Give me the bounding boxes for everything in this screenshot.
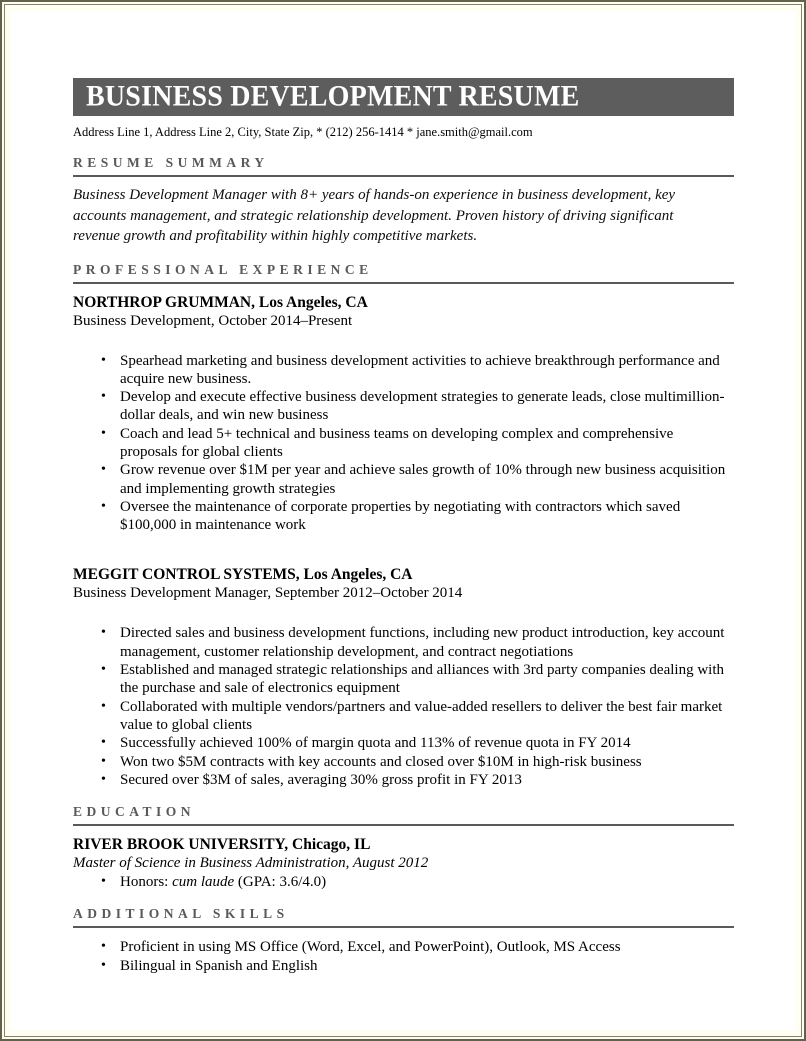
- job-bullet-list: [73, 352, 734, 535]
- section-heading-skills: ADDITIONAL SKILLS: [73, 906, 734, 928]
- job-entry-meggit: [73, 565, 734, 789]
- job-bullet: • Won two $5M contracts with key accounts and closed over $10M in high-risk business: [73, 753, 734, 771]
- job-bullet: • Secured over $3M of sales, averaging 30% gross profit in FY 2013: [73, 771, 734, 789]
- school-name: RIVER BROOK UNIVERSITY, Chicago, IL: [73, 836, 371, 854]
- skill-bullet: • Proficient in using MS Office (Word, Excel, and PowerPoint), Outlook, MS Access: [73, 938, 734, 956]
- summary-text: Business Development Manager with 8+ years of hands-on experience in business development, key accounts management, and strategic relationship development. Proven history of driving significant revenue growth and profitability within highly competitive markets.: [73, 187, 676, 244]
- job-bullet: • Spearhead marketing and business development activities to achieve breakthrough performance and acquire new business.: [73, 352, 734, 389]
- honors-latin: cum laude: [172, 874, 235, 891]
- section-heading-education: EDUCATION: [73, 804, 734, 826]
- job-bullet: • Directed sales and business development functions, including new product introduction, key account management, customer relationship development, and contract negotiations: [73, 624, 734, 661]
- role-dates: Business Development Manager, September 2012–October 2014: [73, 585, 463, 602]
- job-bullet: • Collaborated with multiple vendors/partners and value-added resellers to deliver the best fair market value to global clients: [73, 698, 734, 735]
- job-bullet: • Established and managed strategic relationships and alliances with 3rd party companies dealing with the purchase and sale of electronics equipment: [73, 661, 734, 698]
- document-inner-frame: [4, 4, 802, 1037]
- education-entry: [73, 835, 734, 891]
- contact-line: Address Line 1, Address Line 2, City, State Zip, * (212) 256-1414 * jane.smith@gmail.com: [73, 125, 533, 139]
- honors-prefix: Honors:: [120, 874, 173, 891]
- section-heading-experience: PROFESSIONAL EXPERIENCE: [73, 262, 734, 284]
- job-bullet: • Coach and lead 5+ technical and business teams on developing complex and comprehensive proposals for global clients: [73, 425, 734, 462]
- job-entry-northrop: [73, 293, 734, 535]
- employer-name: NORTHROP GRUMMAN, Los Angeles, CA: [73, 293, 368, 311]
- spacer: [73, 534, 734, 556]
- role-dates: Business Development, October 2014–Present: [73, 312, 353, 329]
- page-title: BUSINESS DEVELOPMENT RESUME: [86, 80, 580, 113]
- honors-bullet: [73, 873, 734, 891]
- job-bullet: • Successfully achieved 100% of margin quota and 113% of revenue quota in FY 2014: [73, 734, 734, 752]
- honors-suffix: (GPA: 3.6/4.0): [234, 874, 327, 891]
- job-bullet: • Develop and execute effective business development strategies to generate leads, close multimillion-dollar deals, and win new business: [73, 388, 734, 425]
- skills-bullet-list: [73, 938, 734, 975]
- education-bullet-list: [73, 873, 734, 891]
- job-bullet: • Grow revenue over $1M per year and achieve sales growth of 10% through new business acquisition and implementing growth strategies: [73, 461, 734, 498]
- job-bullet-list: [73, 624, 734, 789]
- employer-name: MEGGIT CONTROL SYSTEMS, Los Angeles, CA: [73, 566, 413, 584]
- skill-bullet: • Bilingual in Spanish and English: [73, 957, 734, 975]
- degree-line: Master of Science in Business Administration, August 2012: [73, 855, 429, 872]
- job-bullet: • Oversee the maintenance of corporate properties by negotiating with contractors which saved $100,000 in maintenance work: [73, 498, 734, 535]
- title-banner: [73, 78, 734, 116]
- section-heading-summary: RESUME SUMMARY: [73, 155, 734, 177]
- resume-page: [11, 11, 795, 1030]
